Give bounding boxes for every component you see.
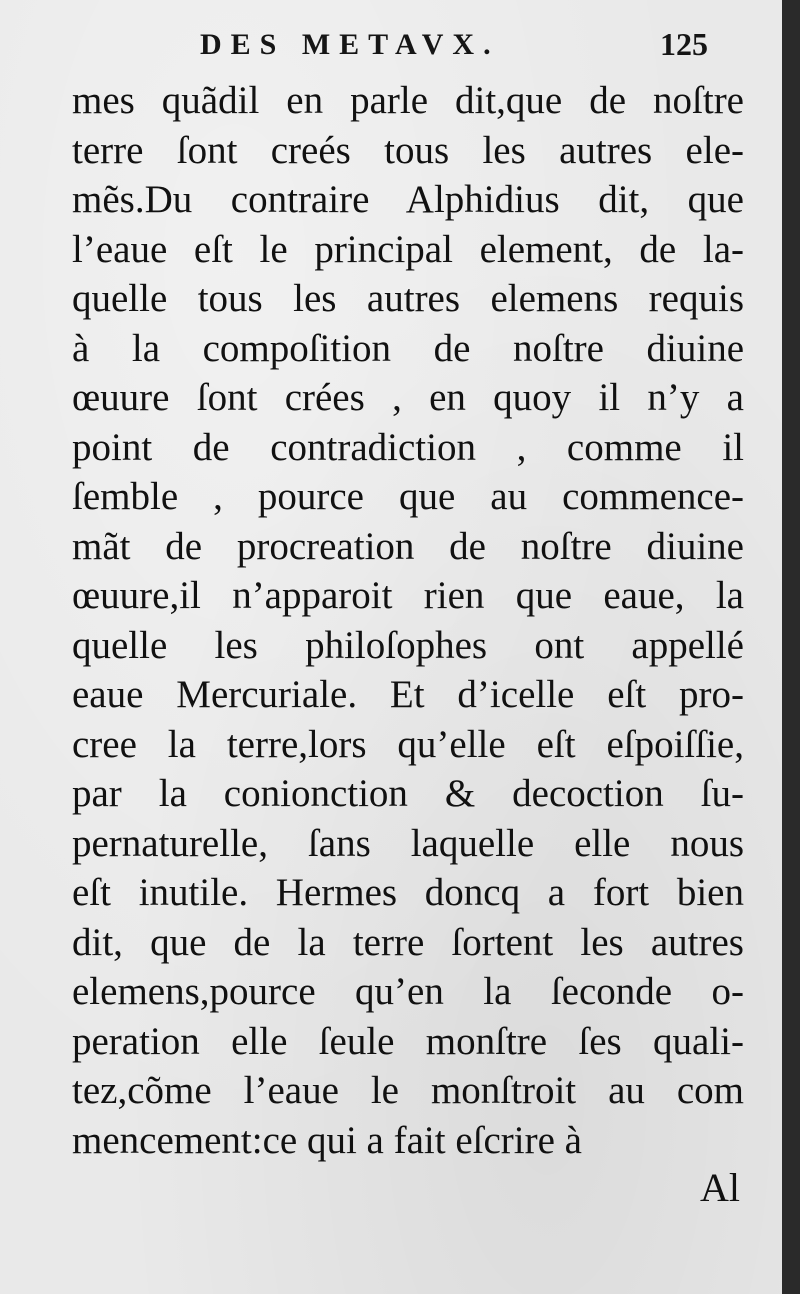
text-line: terre ſont creés tous les autres ele-	[72, 128, 744, 172]
text-line: mes quãdil en parle dit,que de noſtre	[72, 79, 744, 122]
text-line: à la compoſition de noſtre diuine	[72, 326, 744, 370]
text-line: peration elle ſeule monſtre ſes quali-	[72, 1019, 744, 1063]
text-line: eaue Mercuriale. Et d’icelle eſt pro-	[72, 673, 744, 716]
text-line: point de contradiction , comme il	[72, 425, 744, 469]
page-edge-shadow	[782, 0, 800, 1294]
body-text	[72, 76, 744, 1165]
text-line: mãt de procreation de noſtre diuine	[72, 524, 744, 568]
text-line: pernaturelle, ſans laquelle elle nous	[72, 821, 744, 865]
text-line: dit, que de la terre ſortent les autres	[72, 920, 744, 964]
text-line: tez,cõme l’eaue le monſtroit au com	[72, 1069, 744, 1112]
text-line: mẽs.Du contraire Alphidius dit, que	[72, 178, 744, 221]
text-line: par la conionction & decoction ſu-	[72, 772, 744, 815]
text-line: elemens,pource qu’en la ſeconde o-	[72, 970, 744, 1013]
catchword: Al	[700, 1165, 740, 1210]
page-header	[0, 22, 782, 72]
running-head: DES METAVX.	[200, 28, 500, 61]
text-line: eſt inutile. Hermes doncq a fort bien	[72, 871, 744, 914]
text-line: œuure ſont crées , en quoy il n’y a	[72, 376, 744, 419]
text-line: cree la terre,lors qu’elle eſt eſpoiſſie,	[72, 722, 744, 766]
text-line: quelle les philoſophes ont appellé	[72, 623, 744, 667]
text-line: mencement:ce qui a fait eſcrire à	[72, 1118, 582, 1162]
text-line: quelle tous les autres elemens requis	[72, 277, 744, 320]
text-line: ſemble , pource que au commence-	[72, 475, 744, 518]
text-line: l’eaue eſt le principal element, de la-	[72, 227, 744, 271]
page-number: 125	[660, 26, 708, 62]
text-line: œuure,il n’apparoit rien que eaue, la	[72, 574, 744, 617]
